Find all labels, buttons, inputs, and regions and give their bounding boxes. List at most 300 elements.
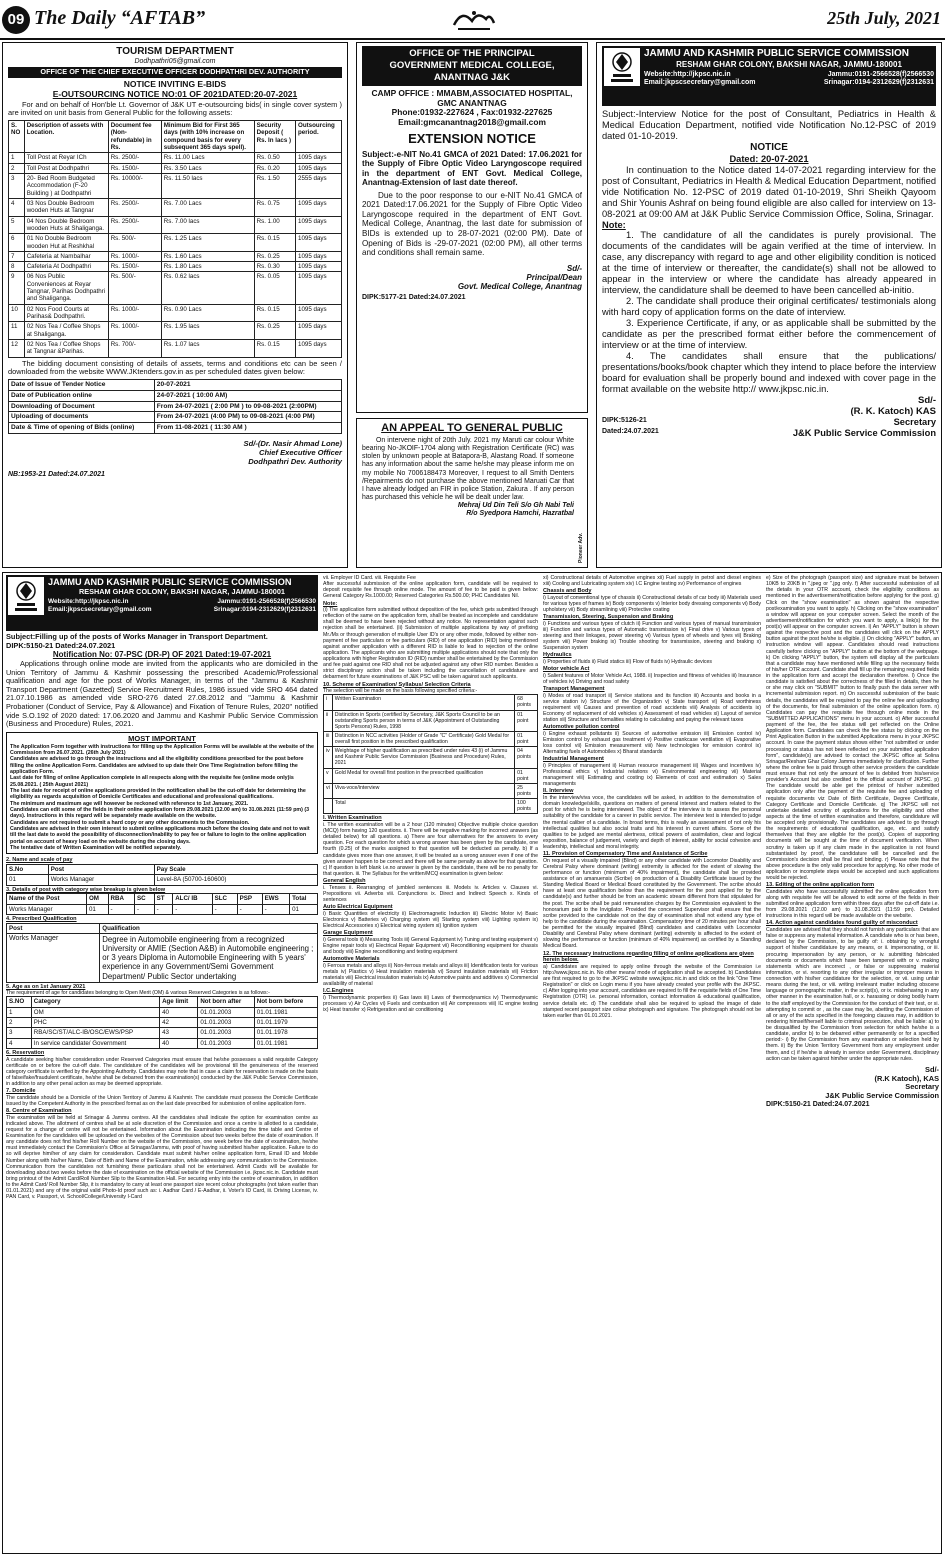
assets-cell: 3 xyxy=(9,174,25,199)
age-cell: OM xyxy=(31,1007,159,1017)
table-row xyxy=(9,174,342,199)
schedule-cell: From 24-07-2021 (4:00 PM) to 09-08-2021 (4:00 PM) xyxy=(154,412,341,423)
assets-header-cell: Outsourcing period. xyxy=(296,121,342,153)
assets-cell: Rs. 2500/- xyxy=(108,198,161,216)
assets-cell: Rs. 0.15 xyxy=(254,339,295,357)
section-title: Transport Management xyxy=(543,686,605,692)
section-body: i) Salient features of Motor Vehicle Act, 1988. ii) Inspection and fitness of vehicles iii) Insurance of vehicles iv) Driving and road safety xyxy=(543,672,761,685)
table-row xyxy=(9,322,342,340)
jkpsc-top-note: Note: xyxy=(602,219,626,230)
age-cell: 40 xyxy=(160,1038,198,1048)
table-row xyxy=(9,262,342,272)
note-point: 2. The candidate shall produce their original certificates/ testimonials along with hard copy of application forms on the date of interview. xyxy=(602,296,936,318)
section-title: Auto Electrical Equipment xyxy=(323,904,393,910)
jkpsc-top-header xyxy=(602,46,936,106)
section-title: 6. Reservation xyxy=(6,1050,45,1057)
section-title: I.C.Engines xyxy=(323,988,354,995)
jkpsc-top-notice: NOTICE xyxy=(750,141,788,153)
gmc-signatory: Principal/Dean xyxy=(526,273,582,283)
assets-cell: 8 xyxy=(9,262,25,272)
criteria-cell: v xyxy=(324,768,333,783)
assets-cell: Rs. 0.75 xyxy=(254,198,295,216)
criteria-cell: vi xyxy=(324,783,333,798)
criteria-cell: Total xyxy=(332,799,514,814)
table-row xyxy=(7,1007,318,1017)
section-body: i) Modes of road transport ii) Service stations and its function iii) Accounts and books in a service station iv) Structure of the Organization v) State transport vi) Road worthiness requirement vii) Causes and prevention of road accidents viii) Analysis of accidents ix) Economy of replacement of old vehicles x) Assessment of road vehicles xi) Layout of service station xii) Structure and formalities relating to calculating and paying the relevant taxes xyxy=(543,692,761,724)
jkpsc-top-intro: In continuation to the Notice dated 14-07-2021 regarding interview for the post of Consultant, Pediatrics in Health & Medical Education Department, notified vide Notification No. 12-PSC of 2019 dated 01-10-2019, Shri Sheikh Qayoom and Shir Younis Ashraf on being found eligible are also called for interview on 13-08-2021 at 09:00 AM at J&K Public Service Commission Office, Solina, Srinagar. xyxy=(602,164,936,219)
table-row xyxy=(7,1028,318,1038)
criteria-cell: Distinction in Sports (certified by Secretary, J&K Sports Council to be an outstanding Sports person in terms of J&K (Appointment of Outstanding Sports Persons) Rules, 1998 xyxy=(332,710,514,731)
section-body: The examination will be held at Srinagar & Jammu centres. All the candidates shall indicate the option for examination centre as indicated above. The allotment of centres shall be at sole discretion of the Commission and once a centre is allotted to a candidate, request for a change of centre will not be entertained. Information about the Examination indicating the time table and Centre of Examination for the candidates will be uploaded on the websites of the Commission about two weeks before the date of examination. If any candidate does not find his/her Roll Number on the website of the Commission, one week before the date of examination, he/she must immediately contact the Commission's Office at Srinagar/Jammu, with proof of having submitted his/her application. Failure to do so will deprive him/her of any claim for consideration. Candidate must submit his/her online application form, Email ID and Mobile Number along with his/her Name, Date of Birth and Name of the Examination, while addressing any communication to the Commission. Communication from the candidates not furnishing these particulars shall not be entertained. Admit Cards will be available for downloading about two weeks before the date of examination on the official website of the Commission i.e. jkpsc.nic.in. Candidate must bring printout of the Admit Card/Roll Number Slip to the Examination Hall. For securing entry into the centre of examination, in addition to the Admit Card/ Roll Number Slip, it is mandatory to carry at least one passport size recent colour photographs (not taken earlier than 01.01.2021) and any of the original valid Photo-Id proof such as: i. Aadhar Card / E-Aadhar, ii. Voter's ID Card, iii. Driving License, iv. PAN Card, v. Passport, vi. School/College/University I-Card xyxy=(6,1114,318,1201)
assets-cell: Rs. 7.00 lacs xyxy=(161,216,254,234)
age-cell: In service candidate/ Government xyxy=(31,1038,159,1048)
assets-cell: Rs. 700/- xyxy=(108,339,161,357)
jkpsc-interview-notice xyxy=(596,42,942,568)
schedule-cell: 20-07-2021 xyxy=(154,380,341,391)
gmc-header xyxy=(362,46,582,86)
assets-table xyxy=(8,120,342,357)
assets-cell: 06 Nos Public Conveniences at Reyar Tangnar, Parihas Dodhpathri and Shaliganga. xyxy=(24,272,108,304)
table-row xyxy=(9,198,342,216)
category-header-cell: SC xyxy=(135,894,155,904)
gmc-phone: Phone:01932-227624 , Fax:01932-227625 xyxy=(391,107,553,118)
age-header-cell: Not born after xyxy=(198,997,254,1007)
appeal-notice xyxy=(356,418,588,568)
age-header-cell: Category xyxy=(31,997,159,1007)
assets-header-cell: S. NO xyxy=(9,121,25,153)
schedule-cell: From 11-08-2021 ( 11:30 AM ) xyxy=(154,423,341,434)
table-row xyxy=(324,768,538,783)
schedule-cell: Date of Issue of Tender Notice xyxy=(9,380,155,391)
assets-cell: Rs. 500/- xyxy=(108,234,161,252)
section-title: 7. Domicile xyxy=(6,1088,36,1095)
appeal-heading: AN APPEAL TO GENERAL PUBLIC xyxy=(381,422,563,434)
table-row xyxy=(9,216,342,234)
gmc-title1: OFFICE OF THE PRINCIPAL xyxy=(409,48,535,59)
jkpsc-big-subject: Subject:Filling up of the posts of Works Manager in Transport Department. xyxy=(6,632,268,641)
assets-cell: Rs. 0.25 xyxy=(254,322,295,340)
section-title: 11. Provision of Compensatory Time and Assistance of Scribe xyxy=(543,851,708,858)
criteria-cell: 100 points xyxy=(515,799,538,814)
category-cell: - xyxy=(154,904,173,914)
category-cell: 01 xyxy=(290,904,318,914)
column-2 xyxy=(323,575,538,1551)
section-body: In the interview/viva voce, the candidates will be asked, in addition to the demonstration of domain knowledge/skills, questions on matters of general interest and matters related to the post for which he is being interviewed. The object of the interview is to assess the personal suitability of the candidate for a career in public service. The interview test is intended to judge the mental caliber of a candidate. In broad terms, this is really an assessment of not only his intellectual qualities but also social traits and his interest in current affairs. Some of the qualities to be judged are mental alertness, critical powers of assimilation, clear and logical exposition, balance of judgement, variety and depth of interest, ability for social cohesion and leadership, intellectual and moral integrity. xyxy=(543,795,761,850)
criteria-cell: 68 points xyxy=(515,695,538,710)
assets-cell: 1095 days xyxy=(296,304,342,322)
section-title: 12. The necessary instructions regarding filling of online applications are given herein below. xyxy=(543,950,754,964)
assets-cell: Rs. 1000/- xyxy=(108,251,161,261)
table-row xyxy=(9,251,342,261)
assets-cell: Rs. 1.25 Lacs xyxy=(161,234,254,252)
appeal-name: Mehraj Ud Din Teli S/o Gh Nabi Teli xyxy=(457,502,574,510)
assets-cell: 1095 days xyxy=(296,163,342,173)
gmc-body: Due to the poor response to our e-NIT No.41 GMCA of 2021 Dated:17.06.2021 for the Supply of Fibre Optic Video Laryngoscope required in the department of ENT Govt. Medical College, Anantnag, the last date for submission of BIDs is extended up to 28-07-2021 (02:00 PM). Date of Opening of Bids is -29-07-2021 (02:00 PM), all other terms and conditions shall remain same. xyxy=(362,190,582,258)
age-cell: 01.01.2003 xyxy=(198,1007,254,1017)
table-row xyxy=(9,163,342,173)
jkpsc-top-designation: Secretary xyxy=(893,417,936,428)
column-1 xyxy=(6,575,318,1551)
gmc-sd: Sd/- xyxy=(566,263,582,273)
assets-cell: 02 Nos Tea / Coffee Shops at Tangnar &Parihas. xyxy=(24,339,108,357)
age-header-cell: Age limit xyxy=(160,997,198,1007)
tourism-signatory: Sd/-(Dr. Nasir Ahmad Lone) xyxy=(243,438,342,448)
tourism-designation2: Dodhpathri Dev. Authority xyxy=(248,456,342,466)
age-cell: 40 xyxy=(160,1007,198,1017)
state-emblem-icon xyxy=(604,48,640,86)
jkpsc-big-designation2: J&K Public Service Commission xyxy=(825,1091,939,1101)
assets-cell: Rs. 0.90 Lacs xyxy=(161,304,254,322)
jkpsc-top-dated: Dated: 20-07-2021 xyxy=(729,153,809,164)
jkpsc-big-intro: Applications through online mode are invited from the applicants who are domiciled in the Union Territory of Jammu & Kashmir possessing the prescribed Academic/Professional qualification and age for the post of Works Manager, in terms of the "Jammu & Kashmir Transport Department (Gazetted) Service Recruitment Rules, 1986 issued vide SRO 464 dated 21.07.10.1986 as amended vide SRO-276 dated 27.08.2012 and "Jammu & Kashmir Probationer (Conduct of Service, Pay & Allowance) and Fixation of Tenure Rules, 2020" notified vide S.O.192 of 2020 dated: 17.06.2020 and Jammu and Kashmir Public Service Commission (Business and Procedure) Rules, 2021. xyxy=(6,658,318,729)
gmc-ref: DIPK:5177-21 Dated:24.07.2021 xyxy=(362,293,466,301)
most-important-box xyxy=(6,732,318,855)
column-3-sections xyxy=(543,575,761,1019)
assets-cell: 02 Nos Food Courts at Parihas& Dodhpathri. xyxy=(24,304,108,322)
section-body: a) Candidates are required to apply online through the website of the Commission i.e http://www.jkpsc.nic.in. No other means/ mode of application shall be accepted. b) Candidates are first required to go to the JKPSC website www.jkpsc.nic.in and click on the link "One Time Registration" or click on Login menu if you have already created your profile with the JKPSC. c) After logging into your account, candidates are required to fill the requisite fields of One Time Registration (OTR) i.e. personal information, contact information & educational qualification, service details etc. d) The candidate shall also be required to upload the image of date stamped recent passport size colour photograph and signature. The photograph should not be taken earlier than 01.01.2021. xyxy=(543,963,761,1019)
jkpsc-big-phone-jammu: Jammu:0191-2566528(f)2566530 xyxy=(217,598,316,606)
category-header-cell: Total xyxy=(290,894,318,904)
section-body: Candidates who have successfully submitted the online application form along with requisite fee will be allowed to edit some of the fields in their submitted online application form within three days after the cut-off date i.e. from 29.08.2021 (12.00 am) to 31.08.2021 (11:59 pm). Detailed instructions in this regard will be made available on the website. xyxy=(766,888,939,920)
criteria-cell: Gold Medal for overall first position in the prescribed qualification xyxy=(332,768,514,783)
jkpsc-big-notification: Notification No: 07-PSC (DR-P) OF 2021 Dated:19-07-2021 xyxy=(52,650,272,660)
section-body: i. The written examination will be a 2 hour (120 minutes) Objective multiple choice question (MCQ) form having 120 questions. ii. There will be negative marking for incorrect answers (as detailed below) for all questions. a) There are four alternatives for the answers to every question. For each question for which a wrong answer has been given by the candidate, one fourth (0.25) of the marks assigned to that question will be deducted as penalty. b) If a candidate gives more than one answer, it will be treated as a wrong answer even if one of the given answer happen to be correct and there will be same penalty as above for that question. c) If question is left blank i.e.no answer is given by the candidate, there will be no penalty for that question. iii. The Syllabus for the written/MCQ examination is given below: xyxy=(323,821,538,877)
assets-cell: Rs. 0.30 xyxy=(254,262,295,272)
category-header-cell: OM xyxy=(86,894,108,904)
assets-cell: Rs. 0.15 xyxy=(254,234,295,252)
criteria-cell: iii xyxy=(324,731,333,746)
age-cell: 2 xyxy=(7,1018,32,1028)
section-title: Note: xyxy=(323,600,338,607)
section-title: 10. Scheme of Examination/ Syllabus/ Selection Criteria xyxy=(323,681,471,688)
gmc-title3: ANANTNAG J&K xyxy=(434,71,510,83)
age-cell: 01.01.1981 xyxy=(254,1007,317,1017)
jkpsc-top-email: Email:jkpscsecretary@gmail.com xyxy=(644,79,756,87)
jkpsc-top-subject: Subject:-Interview Notice for the post of Consultant, Pediatrics in Health & Medical Education Department, notified vide Notification No.12-PSC of 2019 dated 01-10-2019. xyxy=(602,109,936,141)
criteria-cell: 01 point xyxy=(515,731,538,746)
tourism-notice xyxy=(2,42,348,568)
assets-header-cell: Security Deposit ( Rs. In lacs ) xyxy=(254,121,295,153)
jkpsc-big-title: JAMMU AND KASHMIR PUBLIC SERVICE COMMISSION xyxy=(48,577,292,587)
category-header-cell: EWS xyxy=(262,894,290,904)
jkpsc-big-ref: DIPK:5150-21 Dated:24.07.2021 xyxy=(6,640,116,650)
schedule-cell: Date & Time of opening of Bids (online) xyxy=(9,423,155,434)
assets-cell: 20- Bed Room Budgeted Accommodation (F-20 Building ) at Dodhpathri xyxy=(24,174,108,199)
assets-cell: Rs. 0.20 xyxy=(254,163,295,173)
section-body: i) Functions and various types of clutch ii) Function and various types of manual transmission iii) Function and various types of Automatic transmission iv) Final drive v) Various types of steering and their linkages, power steering vi) Various types of wheels and tyres vii) Braking system viii) Power braking ix) Trouble shooting for transmission, steering and braking x) Suspension system xyxy=(543,620,761,652)
category-cell: - xyxy=(108,904,135,914)
assets-cell: Rs. 0.25 xyxy=(254,251,295,261)
jkpsc-big-address: RESHAM GHAR COLONY, BAKSHI NAGAR, JAMMU-180001 xyxy=(79,586,285,596)
jkpsc-big-website: Website:http://jkpsc.nic.in xyxy=(48,598,129,606)
section-title: I. Written Examination xyxy=(323,815,382,822)
column-4-sections xyxy=(766,575,939,1062)
jkpsc-top-phone-jammu: Jammu:0191-2566528(f)2566530 xyxy=(827,71,934,79)
most-important-list xyxy=(10,744,314,852)
assets-cell: 11 xyxy=(9,322,25,340)
age-cell: 01.01.1981 xyxy=(254,1038,317,1048)
table-row xyxy=(9,304,342,322)
age-cell: 01.01.2003 xyxy=(198,1028,254,1038)
category-cell: - xyxy=(237,904,262,914)
assets-cell: Rs. 1000/- xyxy=(108,322,161,340)
schedule-cell: 24-07-2021 ( 10:00 AM) xyxy=(154,390,341,401)
jkpsc-big-signatory: (R.K Katoch), KAS xyxy=(874,1073,939,1083)
age-cell: 4 xyxy=(7,1038,32,1048)
tourism-notice-line: NOTICE INVITING E-BIDS xyxy=(123,78,227,89)
masthead xyxy=(0,0,945,40)
category-header-cell: ALC/ IB xyxy=(173,894,212,904)
criteria-cell: 01 point xyxy=(515,710,538,731)
jkpsc-works-manager-notice xyxy=(2,572,942,1554)
tourism-office: OFFICE OF THE CHIEF EXECUTIVE OFFICER DODHPATHRI DEV. AUTHORITY xyxy=(8,67,342,78)
age-cell: 01.01.1978 xyxy=(254,1028,317,1038)
table-row xyxy=(9,272,342,304)
assets-cell: 1095 days xyxy=(296,198,342,216)
assets-header-cell: Document fee (Non-refundable) in Rs. xyxy=(108,121,161,153)
criteria-cell: Weightage of higher qualification as prescribed under rules 43 (i) of Jammu and Kashmir Public Service Commission (Business and Procedure) Rules, 2021 xyxy=(332,747,514,768)
section-title: Industrial Management xyxy=(543,756,604,763)
section-body: After successful submission of the online application form, candidate will be required to deposit requisite fee through online mode. The amount of fee to be paid is given below: General Category Rs.1000.00; Reserved Categories Rs.500.00; PHC Candidates Nil. xyxy=(323,581,538,600)
age-cell: 3 xyxy=(7,1028,32,1038)
assets-cell: Rs. 3.50 Lacs xyxy=(161,163,254,173)
section-body: i) Principles of management ii) Human resource management iii) Wages and incentives iv) Professional ethics v) Industrial relations vi) Environmental engineering vii) Material management viii) Estimating and costing ix) Elements of cost and estimation x) Sales managements xyxy=(543,762,761,788)
assets-header-cell: Description of assets with Location. xyxy=(24,121,108,153)
category-cell: - xyxy=(212,904,237,914)
section-body: Candidates are advised that they should not furnish any particulars that are false or suppress any material information. A candidate who is or has been, declared by the Commission, to be guilty of: i. obtaining by wrongful support of his/her candidature by any means, or ii. impersonating, or iii. procuring impersonation by any person, or iv. submitting fabricated documents or documents which have been tampered with or v. making statements which are incorrect , or false or suppressing material information, or vi. resorting to any other irregular or improper means in connection with his/her candidature for the selection, or vii. using unfair means during the test, or viii. writing irrelevant matter including obscene language or pornographic matter, in the script(s), or ix. misbehaving in any other manner in the examination hall, or x. harassing or doing bodily harm to the staff employed by the Commission for the conduct of their test, or xi. attempting to commit or , as the case may be, abetting the Commission of all or any of the acts specified in the foregoing clauses may, in addition to rendering himself/herself liable to criminal prosecution, shall be liable: a) to be disqualified by the Commission from selection for which he/she is a candidate, and/or b) to be debarred either permanently or for a specified period:- i) By the Commission from any examination or selection held by them. ii) By the Union Territory Government from any employment under them, and c) if he/she is already in service under Government, disciplinary action can be taken against him/her under the appropriate rules. xyxy=(766,927,939,1062)
tourism-designation: Chief Executive Officer xyxy=(258,447,342,457)
age-header-cell: S.NO xyxy=(7,997,32,1007)
criteria-cell: 01 point xyxy=(515,768,538,783)
s2-title: 2. Name and scale of pay xyxy=(6,857,73,864)
section-title: II. Interview xyxy=(543,788,574,795)
jkpsc-big-ref-no: DIPK:5150-21 Dated:24.07.2021 xyxy=(766,1100,870,1108)
assets-cell: 1095 days xyxy=(296,262,342,272)
pay-header-cell: S.No xyxy=(7,865,49,875)
table-row xyxy=(324,695,538,710)
list-item: Candidates are not required to submit a hard copy or any other documents to the Commission. xyxy=(10,819,250,826)
age-header-cell: Not born before xyxy=(254,997,317,1007)
note-point: 1. The candidature of all the candidates is purely provisional. The documents of the candidates will be again verified at the time of interview. In case, any discrepancy with regard to age and other eligibility condition is noticed at the time of interview or thereafter, the candidate(s) shall not be allowed to appear in the interview or where the candidate has already appeared in interview, the candidature shall be deemed to have been cancelled ab-initio. xyxy=(602,230,936,296)
criteria-cell: Distinction in NCC activities (Holder of Grade "C" Certificate) Gold Medal for overall first position in the prescribed qualification xyxy=(332,731,514,746)
list-item: The tentative date of Written Examination will be notified separately. xyxy=(10,845,182,852)
jkpsc-top-website: Website:http://jkpsc.nic.in xyxy=(644,71,731,79)
criteria-cell: Viva-voce/interview xyxy=(332,783,514,798)
age-cell: RBA/SC/ST/ALC-IB/OSC/EWS/PSP xyxy=(31,1028,159,1038)
s3-title: 3. Details of post with category wise breakup is given below xyxy=(6,886,166,893)
schedule-cell: Date of Publication online xyxy=(9,390,155,401)
section-title: Automotive Materials xyxy=(323,955,380,962)
section-body: i. Tenses ii. Rearranging of jumbled sentences iii. Models iv. Articles v. Clauses vi. Prepositions vii. Adverbs viii. Conjunctions ix. Direct and Indirect Speech x. Kinds of sentences xyxy=(323,884,538,903)
jkpsc-top-ref1: DIPK:5126-21 xyxy=(602,417,647,425)
assets-header-cell: Minimum Bid for First 365 days (with 10% increase on compound basis for every subsequent 365 days spell). xyxy=(161,121,254,153)
category-header-cell: Name of the Post xyxy=(7,894,87,904)
appeal-address: R/o Syedpora Hamchi, Hazratbal xyxy=(466,510,574,518)
assets-cell: Cafeteria At Dodhpathri xyxy=(24,262,108,272)
schedule-cell: Downloading of Document xyxy=(9,401,155,412)
assets-cell: Rs. 0.15 xyxy=(254,304,295,322)
assets-cell: Rs. 1.07 lacs xyxy=(161,339,254,357)
criteria-table xyxy=(323,694,538,814)
column-4 xyxy=(766,575,939,1551)
tourism-bidding-text: The bidding document consisting of details of assets, terms and conditions etc can be seen / downloaded from the website WWW.JKtenders.gov.in as per scheduled dates given below: xyxy=(8,358,342,377)
list-item: The minimum and maximum age will however be reckoned with reference to 1st January, 2021. xyxy=(10,800,249,807)
category-cell: 01 xyxy=(86,904,108,914)
assets-cell: Rs. 1.95 lacs xyxy=(161,322,254,340)
paper-name: The Daily “AFTAB” xyxy=(34,7,206,29)
tourism-notice-no: E-OUTSOURCING NOTICE NO:01 OF 2021DATED:20-07-2021 xyxy=(52,88,298,99)
s4-title: 4. Prescribed Qualification xyxy=(6,915,77,922)
assets-cell: Rs. 11.00 Lacs xyxy=(161,153,254,163)
qualification-post: Works Manager xyxy=(7,933,100,982)
jkpsc-top-designation2: J&K Public Service Commission xyxy=(792,428,936,439)
category-cell: - xyxy=(262,904,290,914)
assets-cell: Rs. 11.50 lacs xyxy=(161,174,254,199)
list-item: Candidates are advised to go through the instructions and all the eligibility conditions prescribed for the post before filling the online Application Form. Candidates are advised to up date their One Time Registration before filling the application Form. xyxy=(10,756,304,775)
assets-cell: Rs. 1500/- xyxy=(108,163,161,173)
section-title: 13. Editing of the online application form xyxy=(766,882,875,889)
jkpsc-top-points xyxy=(602,230,936,395)
tourism-intro: For and on behalf of Hon'ble Lt. Governor of J&K UT e-outsourcing bids( in single cover system ) are invited on unit basis from General Public for the following assets: xyxy=(8,99,342,118)
section-body: i) Engine exhaust pollutants ii) Sources of automotive emission iii) Emission control iv) Emission control by exhaust gas treatment v) Positive crankcase ventilation vi) Evaporative loss control vii) Emission measurement viii) New technologies for emission control ix) Alternating fuels of Automobiles x) Bharat standards xyxy=(543,730,761,756)
assets-cell: 7 xyxy=(9,251,25,261)
criteria-cell: ii xyxy=(324,710,333,731)
pay-cell: 01 xyxy=(7,875,49,885)
assets-cell: 1095 days xyxy=(296,272,342,304)
age-cell: 42 xyxy=(160,1018,198,1028)
gmc-notice xyxy=(356,42,588,413)
table-row xyxy=(9,423,342,434)
jkpsc-top-sd: Sd/- xyxy=(918,395,936,407)
jkpsc-top-title: JAMMU AND KASHMIR PUBLIC SERVICE COMMISSION xyxy=(644,48,910,59)
table-row xyxy=(324,731,538,746)
assets-cell: Rs. 1.80 Lacs xyxy=(161,262,254,272)
section-body: i) Thermodynamic properties ii) Gas laws iii) Laws of thermodynamics iv) Thermodynamic processes v) Air Cycles vi) Fuels and combustion vii) Air compressors viii) IC engine testing ix) Heat transfer x) Refrigeration and air conditioning xyxy=(323,994,538,1013)
jkpsc-big-email: Email:jkpscsecretary@gmail.com xyxy=(48,606,152,614)
list-item: Candidates can edit some of the fields in their online application form 29.08.2021 (12.00 am) to 31.08.2021 (11:59 pm) (3 days). Instructions in this regard will be separately made available on the website. xyxy=(10,807,310,820)
gmc-heading: EXTENSION NOTICE xyxy=(408,131,536,147)
column-3 xyxy=(543,575,761,1551)
section-body: i) General tools ii) Measuring Tools iii) General Equipment iv) Tuning and testing equipment v) Engine repair tools vi) Electrical Repair Equipment vii) Reconditioning equipment for chassis and body viii) Engine reconditioning and testing equipment xyxy=(323,936,538,955)
category-cell: - xyxy=(135,904,155,914)
age-cell: 01.01.2003 xyxy=(198,1038,254,1048)
assets-cell: Rs. 2500/- xyxy=(108,153,161,163)
column-1-sections xyxy=(6,1050,318,1200)
age-cell: PHC xyxy=(31,1018,159,1028)
assets-cell: Toll Post at Dodhpathri xyxy=(24,163,108,173)
tourism-email: Dodhpathri05@gmail.com xyxy=(134,57,216,65)
qualification-header-cell: Post xyxy=(7,923,100,933)
pay-header-cell: Post xyxy=(48,865,154,875)
category-cell: - xyxy=(173,904,212,914)
assets-cell: Rs. 1.00 xyxy=(254,216,295,234)
section-body: i) Layout of conventional type of chassis ii) Constructional details of car body iii) Materials used for various types of frames iv) Body components v) Interior body dressing components vi) Body upholstery vii) Body streamlining viii) Protective coating xyxy=(543,594,761,614)
criteria-cell: i xyxy=(324,695,333,710)
gmc-designation: Govt. Medical College, Anantnag xyxy=(457,282,582,292)
category-header-cell: ST xyxy=(154,894,173,904)
assets-cell: Cafeteria at Nambalhar xyxy=(24,251,108,261)
section-body: (i) The application form submitted without deposition of the fee, which gets submitted through reflection of the same on the application form, shall be treated as incomplete and candidature shall be deemed to have been rejected without any notice. No representation against such rejection shall be entertained. (ii) Submission of multiple applications by way of prefixing Mr./Ms or through generation of multiple User ID's or any other mode, followed by either non-payment of fee particulars or fee particulars (RID) of one application (RID) being mentioned against another application with a different RID is liable to lead to rejection of the online application. The applicants who are submitting multiple applications should note that only the applications with higher Registration ID (RID) number shall be entertained by the Commission and fee paid against one RID shall not be adjusted against any other RID number. Besides a strict disciplinary action shall be taken including the cancellation of candidature and debarment for future examinations of J&K PSC will be taken against such applicants. xyxy=(323,607,538,681)
assets-cell: 4 xyxy=(9,198,25,216)
section-title: Hydraulics xyxy=(543,652,572,659)
section-title: General English xyxy=(323,878,366,885)
assets-cell: Rs. 1500/- xyxy=(108,262,161,272)
assets-cell: 1095 days xyxy=(296,216,342,234)
schedule-cell: From 24-07-2021 ( 2:00 PM ) to 09-08-2021 (2:00PM) xyxy=(154,401,341,412)
age-cell: 01.01.2003 xyxy=(198,1018,254,1028)
category-header-cell: RBA xyxy=(108,894,135,904)
list-item: The Application Form together with instructions for filling up the Application Forms will be available at the website of the Commission from 26.07.2021. (26th July 2021) xyxy=(10,743,314,756)
table-row xyxy=(324,710,538,731)
qualification-header-cell: Qualification xyxy=(100,923,318,933)
assets-cell: 9 xyxy=(9,272,25,304)
assets-cell: Rs. 2500/- xyxy=(108,216,161,234)
section-body: i) Ferrous metals and alloys ii) Non-ferrous metals and alloys iii) Identification tests for various metals iv) Plastics v) Heat insulation materials vi) Sound insulation materials vii) Friction materials viii) Electrical insulation materials ix) Automotive paints and additives x) Commercial availability of material xyxy=(323,962,538,987)
assets-cell: 6 xyxy=(9,234,25,252)
table-row xyxy=(9,412,342,423)
list-item: Last date for filing of online Application complete in all respects along with the requisite fee (online mode only)is 25.08.2021. ( 25th August 2021) xyxy=(10,775,294,788)
assets-cell: 5 xyxy=(9,216,25,234)
criteria-cell: 25 points xyxy=(515,783,538,798)
table-row xyxy=(7,1038,318,1048)
jkpsc-top-signatory: (R. K. Katoch) KAS xyxy=(850,406,936,418)
assets-cell: Rs. 1000/- xyxy=(108,304,161,322)
table-row xyxy=(324,747,538,768)
jkpsc-big-phone-srinagar: Srinagar:0194-2312629(f)2312631 xyxy=(213,606,316,614)
list-item: Candidates are advised in their own interest to submit online applications much before the closing date and not to wait till the last date to avoid the possibility of disconnection/inability to pay fee or failure to login to the online application portal on account of heavy load on the website during the closing days. xyxy=(10,826,310,845)
section-title: Transmission, Steering, Suspension and Braking xyxy=(543,614,674,621)
age-cell: 01.01.1979 xyxy=(254,1018,317,1028)
section-body: e) Size of the photograph (passport size) and signature must be between 10KB to 20KB in ".jpeg or ".jpg only. f) After successful submission of all the details in your OTR account, check the eligibility conditions as mentioned in the advertisement/notification before applying for the post. g) Click on the "show examination" as shown against the respective post/examination you want to apply. h) Clicking on the "show examination" a window will appear on your computer screen. Select the month of the advertisement/notification for which you want to apply, a link(s) for the post(s) will appear on the computer screen. i) An "APPLY" button is shown against the respective post and the candidates will click on the APPLY button against the post he/she is eligible. j) On clicking "APPLY" button, an instruction window will appear. Candidates should read instructions carefully before clicking on "APPLY" button at the bottom of the webpage. k) On clicking "APPLY" button, the system will display all the particulars that a candidate may have mentioned while filling up the necessary fields of his/her OTR account. Candidate shall fill up the remaining required fields in the application form and accept the declaration therefore. l) Once the candidate is satisfied about the correctness of the filled in details, then he or she may click on "SUBMIT" button to finally push the data server with incremental submission report. m) On successful submission of the basic details, the candidates will be required to pay the online fee and uploading of the documents, for final submission of the online application form. n) Candidates can pay the requisite fee through online mode in the "SUBMITTED APPLICATIONS" menu in your account. o) After successful payment of the fee, the fee status will get reflected on the Online Application form. Candidates can check the fee status by clicking on the Print Application Button in the submitted Applications menu in your JKPSC account. In case the payment status shows either "not submitted or under processing or status has not been reflected on your submitted application form", candidate(s) are advised to contact the JKPSC office at Solina Srinagar/Resham Ghar Colony Jammu immediately for clarification. Further where the online fee is paid through other service providers the candidate must ensure that not only the amount of fee is debited from his/service provider's Account but also credited to the official account of JKPSC. p) The candidate would be able get the printout of his/her submitted application only after the payment of the requisite fee and uploading of requisite documents viz Date of Birth Certificate, Degree Certificate, Category Certificate and Domicile Certificate. q) The JKPSC will not undertake detailed scrutiny of applications for the eligibility and other aspects at the time of written examination and therefore, candidature will be accepted only provisionally. The candidates are advised to go through the requirements of educational qualification, age, etc. and satisfy themselves that they are eligible for the post(s). Copies of supporting documents will be sought at the time of document verification. When scrutiny is taken up if any claim made in the application is not found substantiated by proof, the candidature will be cancelled and the Commission's decision shall be final and binding. r) Please note that the above procedure is the only valid procedure for applying. No other mode of application or incomplete steps would be accepted and such applications would be rejected. xyxy=(766,575,939,882)
assets-cell: Rs. 500/- xyxy=(108,272,161,304)
pay-cell: Works Manager xyxy=(48,875,154,885)
table-row xyxy=(9,390,342,401)
assets-cell: 03 Nos Double Bedroom wooden Huts at Tangnar xyxy=(24,198,108,216)
schedule-table xyxy=(8,379,342,434)
assets-cell: Rs. 0.05 xyxy=(254,272,295,304)
section-body: On request of a visually impaired (Blind) or any other candidate with Locomotor Disability and Cerebral Palsy where dominant (writing) extremity is affected for the extent of slowing the performance or function (minimum of 40% impairment), the candidate shall be provided assistance of an amanuensis (Scribe) on production of a Disability Certificate issued by the Standing Medical Board or Medical Board constituted by the Government. The scribe should have at least one qualification below than the requirement for the post applied for by the candidate(s) and further should be from an academic stream different from that stipulated for the post. The scribe shall be paid remuneration charges by the Commission equivalent to the honorarium paid to the Invigilator. Provided the concerned Supervisor shall ensure that the scribe provided to the candidate not on the day of examination shall not extend any type of help to the candidate during the examination. Compensatory time of 20 minutes per hour shall be permitted for the visually impaired (Blind) candidates and candidates with Locomotor Disability and Cerebral Palsy where dominant (writing) extremity is affected to the extent of slowing the performance or function (minimum of 40% impairment) as certified by a Standing Medical Board. xyxy=(543,857,761,950)
assets-cell: Rs. 10000/- xyxy=(108,174,161,199)
section-title: 8. Centre of Examination xyxy=(6,1108,72,1115)
assets-cell: Rs. 1.60 Lacs xyxy=(161,251,254,261)
note-point: 4. The candidates shall ensure that the publications/ presentations/books/book chapter which they intend to place before the interview board for evaluation shall be properly bound and indexed with cover page in the format available on the website http:// www.jkpsc.nic.in. xyxy=(602,351,936,395)
column-2-sections xyxy=(323,575,538,694)
assets-cell: Rs. 7.00 Lacs xyxy=(161,198,254,216)
age-cell: 43 xyxy=(160,1028,198,1038)
assets-cell: 1095 days xyxy=(296,322,342,340)
category-header-cell: SLC xyxy=(212,894,237,904)
criteria-cell xyxy=(324,799,333,814)
assets-cell: Rs. 1.50 xyxy=(254,174,295,199)
table-row xyxy=(324,783,538,798)
section-body: The candidate should be a Domicile of the Union Territory of Jammu & Kashmir. The candidate must possess the Domicile Certificate issued by the Competent Authority in the prescribed format as on the last date prescribed for submission of online application form. xyxy=(6,1094,318,1107)
category-cell: Works Manager xyxy=(7,904,87,914)
section-title: Garage Equipment xyxy=(323,929,373,936)
jkpsc-top-phone-srinagar: Srinagar:0194-2312629(f)2312631 xyxy=(823,79,934,87)
pay-cell: Level-8A (50700-160600) xyxy=(154,875,317,885)
table-row xyxy=(7,1018,318,1028)
s5-title: 5. Age as on 1st January 2021 xyxy=(6,983,86,990)
table-row xyxy=(9,380,342,391)
state-emblem-icon xyxy=(8,577,44,615)
section-body: i) Basic Quantities of electricity ii) Electromagnetic Induction iii) Electric Motor iv) Basic Electronics v) Batteries vi) Charging system vii) Starting system viii) Lighting system ix) Electrical Accessories x) Electrical wiring system xi) Ignition system xyxy=(323,910,538,929)
age-table xyxy=(6,996,318,1049)
section-body: A candidate seeking his/her consideration under Reserved Categories must ensure that he/she possesses a valid requisite Category certificate on or before the cut-off date. The candidature of the candidates will be provisional till the genuineness of the reserved category certificate is verified by the Appointing Authority. Candidates may note that in case a claim for reservation is made on the basis of false/fake/fraudulent certificate, he/she shall be debarred from the examination(s) conducted by the J&K Public Service Commission, in addition to any other penal action as may be deemed appropriate. xyxy=(6,1056,318,1088)
jkpsc-big-header xyxy=(6,575,318,631)
assets-cell: 1095 days xyxy=(296,153,342,163)
table-row xyxy=(9,153,342,163)
jkpsc-top-ref2: Dated:24.07.2021 xyxy=(602,428,659,436)
